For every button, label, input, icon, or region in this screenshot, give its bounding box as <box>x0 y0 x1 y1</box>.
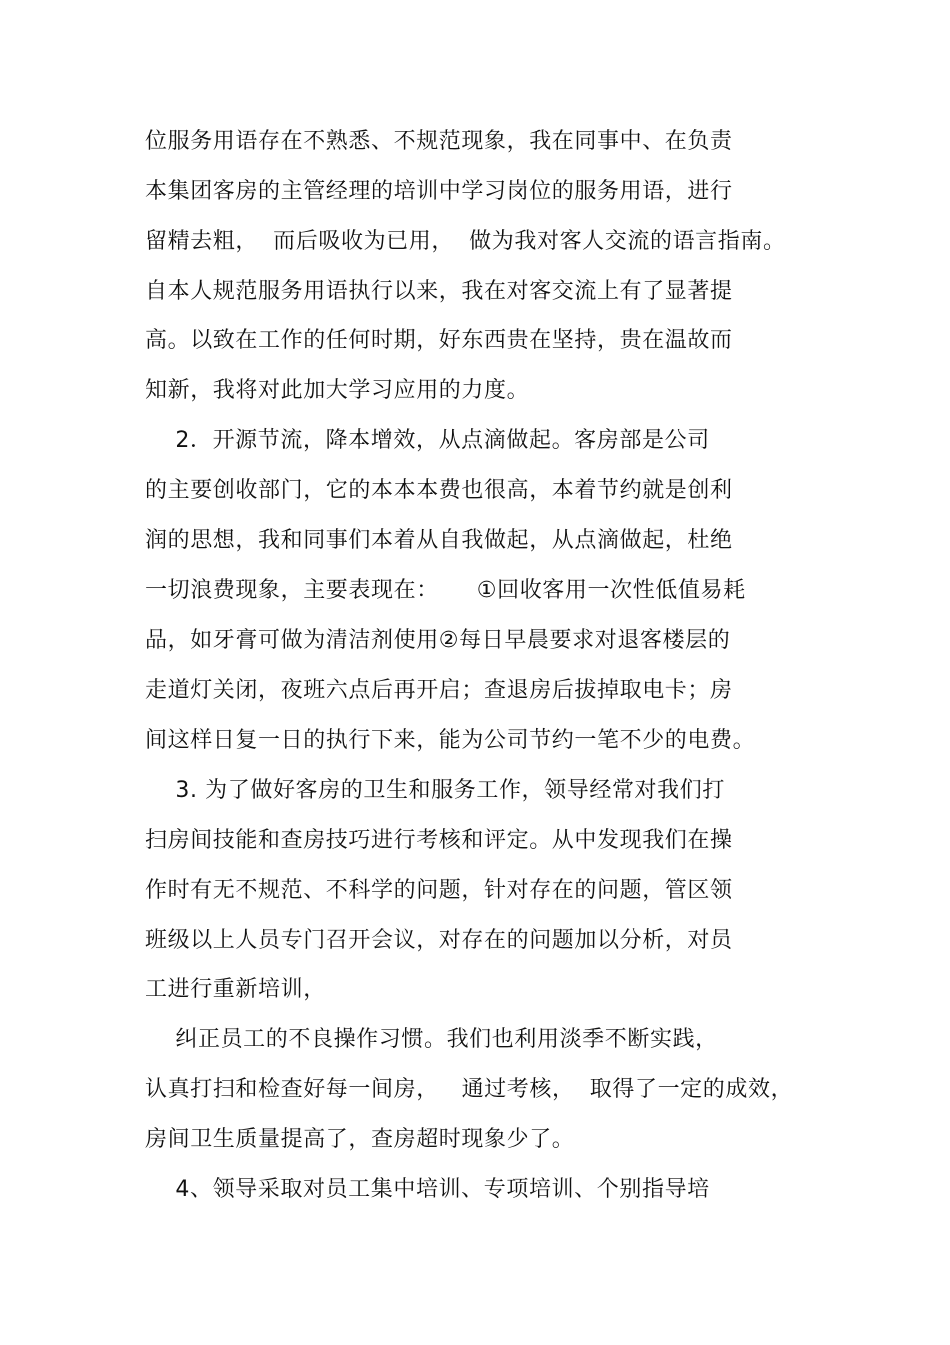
text-line: 一切浪费现象，主要表现在： ①回收客用一次性低值易耗 <box>145 578 746 603</box>
text-line: 位服务用语存在不熟悉、不规范现象，我在同事中、在负责 <box>145 129 733 154</box>
text-line: 品，如牙膏可做为清洁剂使用②每日早晨要求对退客楼层的 <box>145 628 731 653</box>
text-line: 知新，我将对此加大学习应用的力度。 <box>145 378 530 403</box>
text-line: 工进行重新培训， <box>145 977 326 1002</box>
text-line: 留精去粗， 而后吸收为已用， 做为我对客人交流的语言指南。 <box>145 229 786 254</box>
text-line: 2．开源节流，降本增效，从点滴做起。客房部是公司 <box>145 428 710 453</box>
text-line: 走道灯关闭，夜班六点后再开启；查退房后拔掉取电卡；房 <box>145 678 733 703</box>
text-line: 的主要创收部门，它的本本本费也很高，本着节约就是创利 <box>145 478 733 503</box>
text-line: 扫房间技能和查房技巧进行考核和评定。从中发现我们在操 <box>145 828 733 853</box>
text-line: 房间卫生质量提高了，查房超时现象少了。 <box>145 1127 575 1152</box>
text-line: 作时有无不规范、不科学的问题，针对存在的问题，管区领 <box>145 878 733 903</box>
text-line: 自本人规范服务用语执行以来，我在对客交流上有了显著提 <box>145 279 733 304</box>
text-line: 3. 为了做好客房的卫生和服务工作，领导经常对我们打 <box>145 778 725 803</box>
text-line: 认真打扫和检查好每一间房， 通过考核， 取得了一定的成效， <box>145 1077 794 1102</box>
text-line: 班级以上人员专门召开会议，对存在的问题加以分析，对员 <box>145 928 733 953</box>
text-line: 纠正员工的不良操作习惯。我们也利用淡季不断实践， <box>145 1027 718 1052</box>
text-line: 润的思想，我和同事们本着从自我做起，从点滴做起，杜绝 <box>145 528 733 553</box>
text-line: 高。以致在工作的任何时期，好东西贵在坚持，贵在温故而 <box>145 328 733 353</box>
text-line: 4、领导采取对员工集中培训、专项培训、个别指导培 <box>145 1177 710 1202</box>
text-line: 间这样日复一日的执行下来，能为公司节约一笔不少的电费。 <box>145 728 756 753</box>
text-line: 本集团客房的主管经理的培训中学习岗位的服务用语，进行 <box>145 179 733 204</box>
